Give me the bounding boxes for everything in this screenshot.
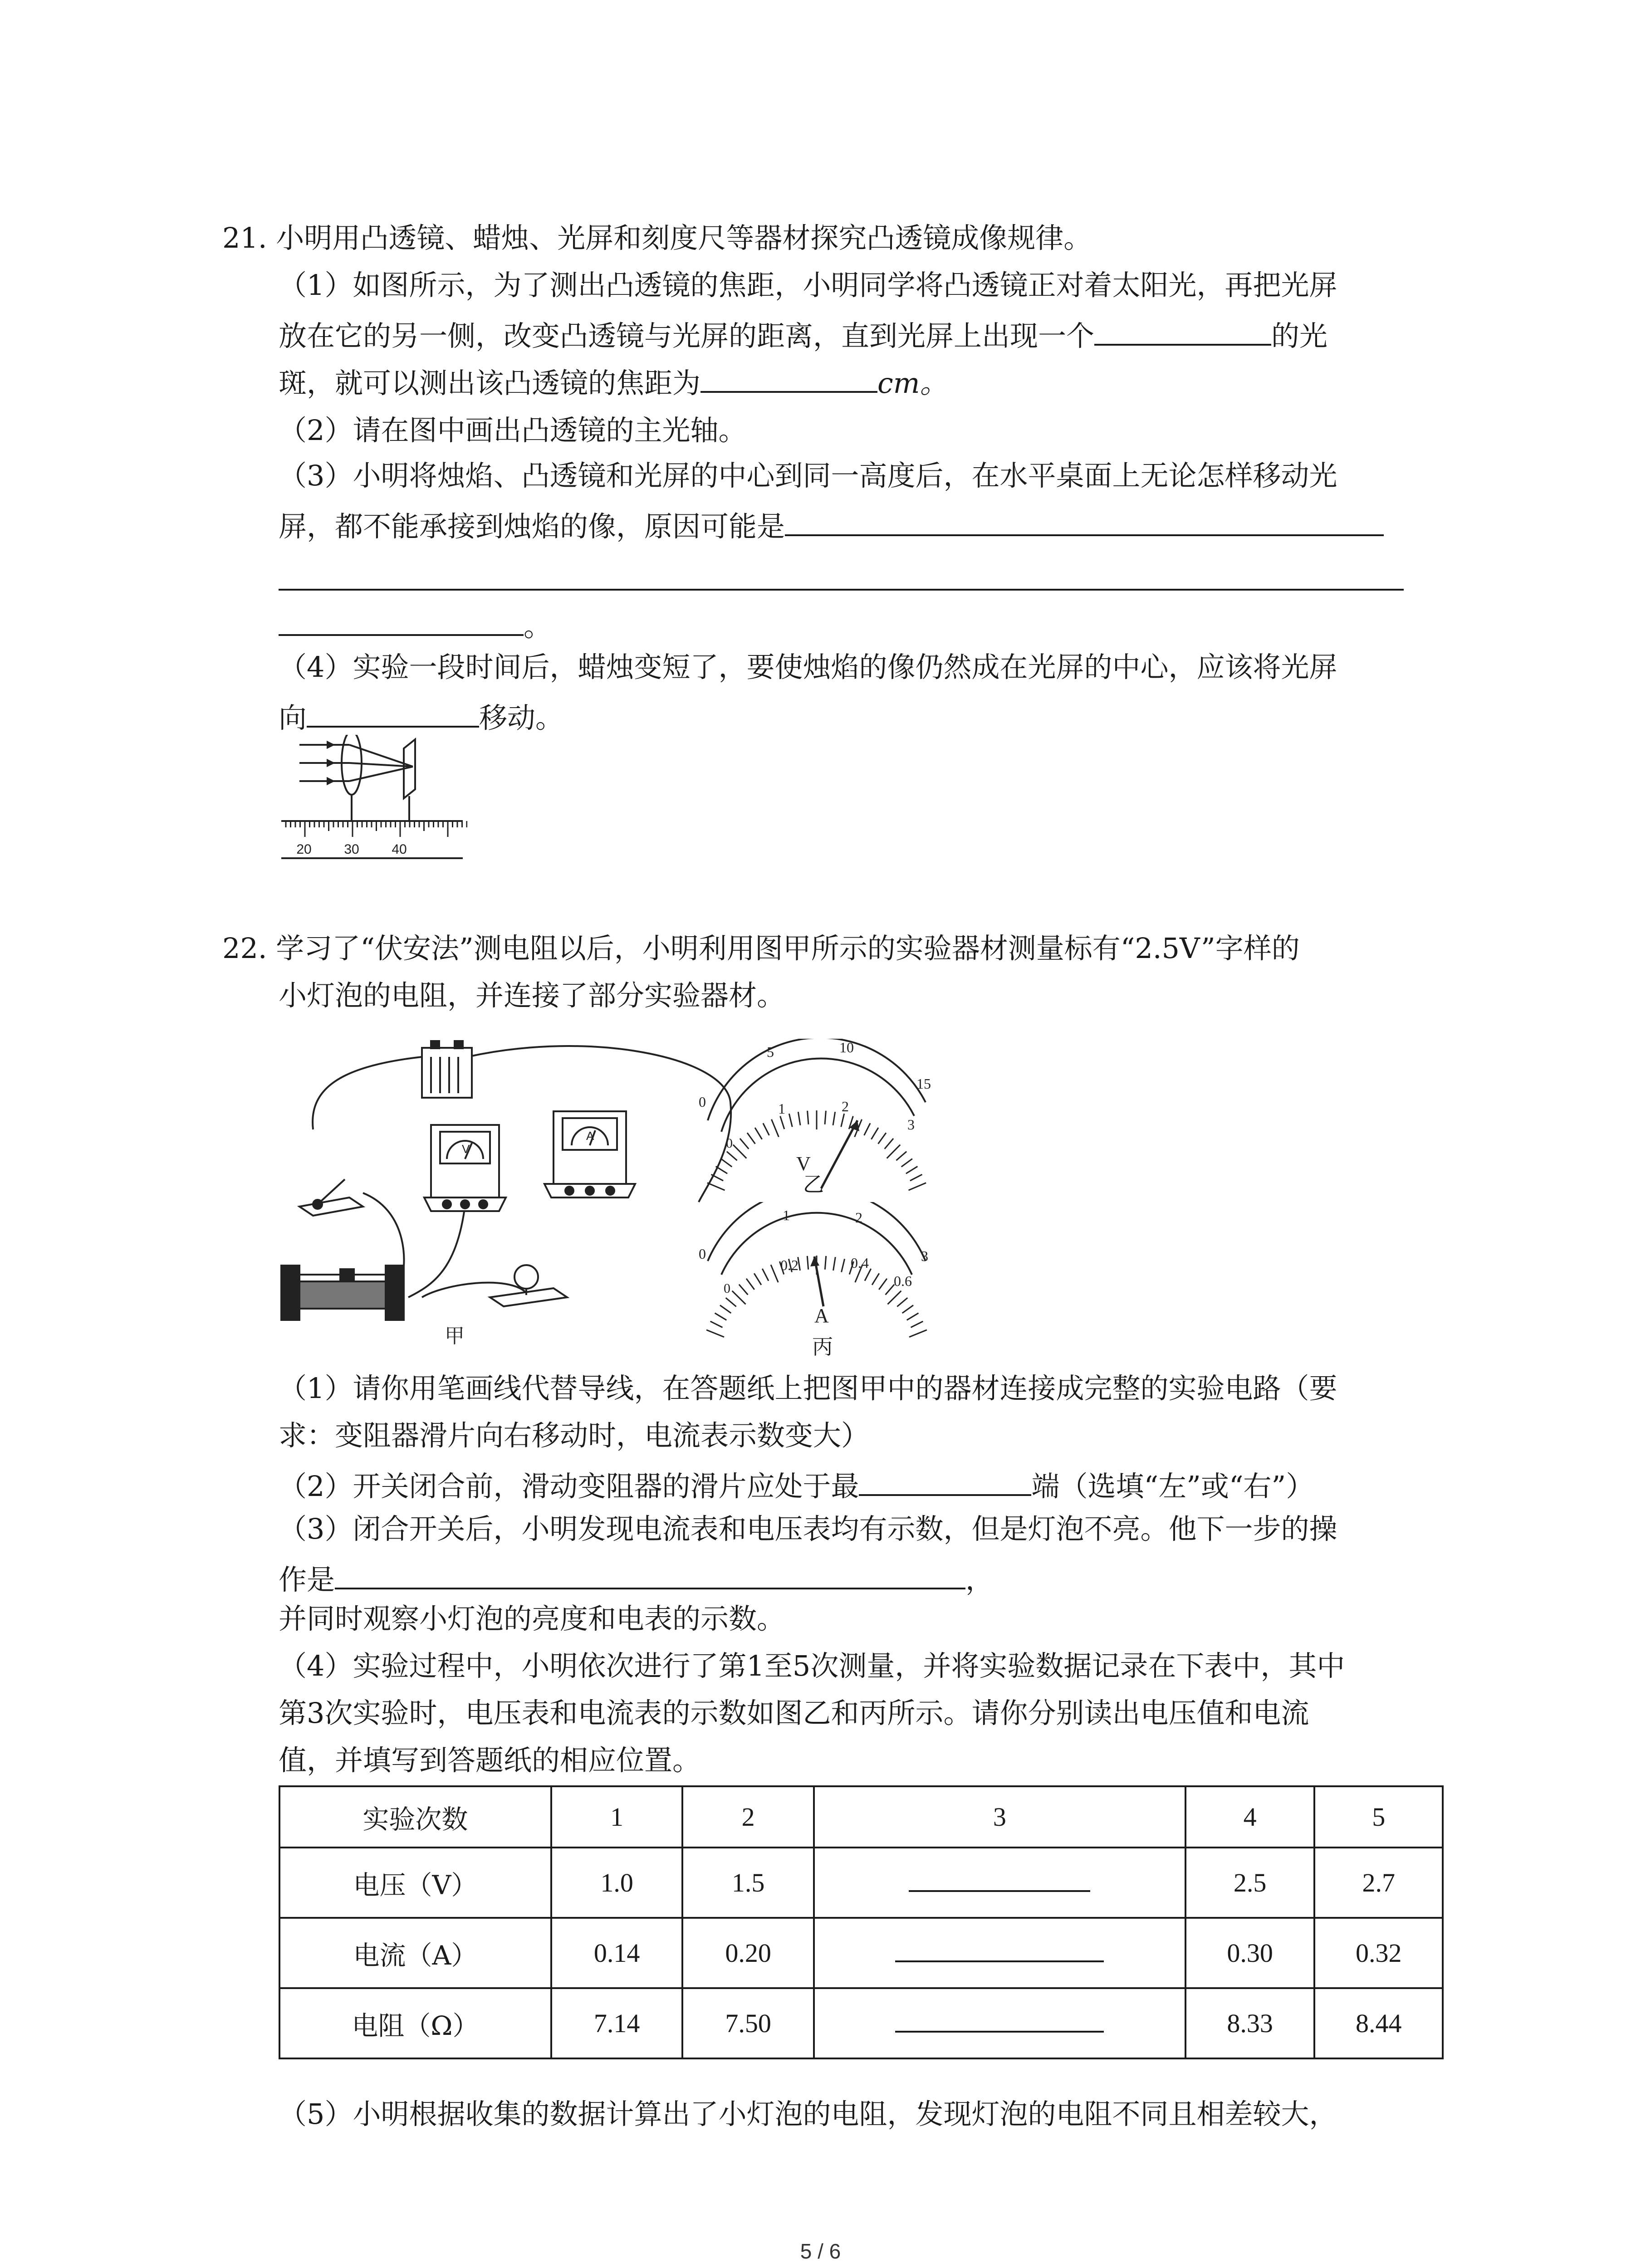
table-cell-label: 电流（A）	[279, 1918, 551, 1988]
q21-p1-line1: （1）如图所示，为了测出凸透镜的焦距，小明同学将凸透镜正对着太阳光，再把光屏	[279, 269, 1337, 302]
answer-blank[interactable]	[1094, 318, 1271, 346]
q21-p4-line2: 向 移动。	[279, 701, 564, 734]
a-outer-1: 1	[783, 1207, 790, 1223]
table-header-cell: 4	[1185, 1786, 1315, 1848]
table-cell: 2.5	[1185, 1848, 1315, 1918]
switch-icon	[299, 1179, 363, 1216]
q22-p1-line2: 求：变阻器滑片向右移动时，电流表示数变大）	[279, 1419, 870, 1452]
table-cell: 8.44	[1314, 1988, 1443, 2058]
a-inner-02: 0.2	[780, 1257, 798, 1273]
ammeter-symbol: A	[814, 1305, 829, 1327]
q22-stem-line1: 22. 学习了“伏安法”测电阻以后，小明利用图甲所示的实验器材测量标有“2.5V”字样的	[222, 932, 1300, 965]
q21-stem: 21. 小明用凸透镜、蜡烛、光屏和刻度尺等器材探究凸透镜成像规律。	[222, 221, 1092, 254]
figure-label-jia: 甲	[445, 1325, 465, 1347]
ammeter-dial	[690, 1202, 944, 1338]
table-header-row	[279, 1786, 1443, 1848]
battery-icon	[422, 1041, 472, 1098]
table-cell-blank[interactable]	[814, 1918, 1185, 1988]
answer-blank[interactable]	[335, 1562, 965, 1589]
q22-p3-line1: （3）闭合开关后，小明发现电流表和电压表均有示数，但是灯泡不亮。他下一步的操	[279, 1512, 1337, 1545]
page-number: 5 / 6	[800, 2239, 841, 2263]
ruler-label-30: 30	[344, 842, 359, 857]
figure-label-bing: 丙	[812, 1334, 833, 1359]
circuit-figure	[272, 1030, 762, 1347]
v-zero-inner: 0	[726, 1136, 733, 1151]
q22-p3-line2: 作是 ，	[279, 1563, 994, 1596]
ruler-label-40: 40	[392, 842, 407, 857]
q21-p2: （2）请在图中画出凸透镜的主光轴。	[279, 414, 747, 447]
a-outer-2: 2	[855, 1209, 862, 1226]
voltmeter-symbol: V	[796, 1153, 811, 1175]
a-outer-3: 3	[921, 1248, 928, 1264]
rheostat-icon	[281, 1266, 404, 1320]
figure-label-yi: 乙	[803, 1172, 824, 1197]
voltmeter-pointer	[821, 1120, 857, 1188]
voltmeter-device-icon	[424, 1125, 506, 1211]
q22-p4-line3: 值，并填写到答题纸的相应位置。	[279, 1744, 701, 1777]
table-cell-blank[interactable]	[814, 1988, 1185, 2058]
answer-blank[interactable]	[859, 1469, 1031, 1496]
table-row	[279, 1848, 1443, 1918]
ammeter-device-label: A	[586, 1129, 594, 1143]
v-outer-0: 0	[699, 1094, 706, 1110]
table-cell-label: 电阻（Ω）	[279, 1988, 551, 2058]
voltmeter-device-label: V	[462, 1142, 470, 1156]
v-inner-2: 2	[842, 1098, 849, 1114]
answer-blank[interactable]	[307, 700, 479, 728]
data-table	[279, 1785, 1444, 2059]
q22-p4-line1: （4）实验过程中，小明依次进行了第1至5次测量，并将实验数据记录在下表中，其中	[279, 1649, 1345, 1682]
table-cell-blank[interactable]	[814, 1848, 1185, 1918]
table-cell: 1.5	[682, 1848, 814, 1918]
table-cell: 0.30	[1185, 1918, 1315, 1988]
q22-p5: （5）小明根据收集的数据计算出了小灯泡的电阻，发现灯泡的电阻不同且相差较大，	[279, 2097, 1337, 2131]
a-outer-0: 0	[699, 1246, 706, 1262]
table-cell: 0.32	[1314, 1918, 1443, 1988]
table-cell: 7.50	[682, 1988, 814, 2058]
table-row	[279, 1988, 1443, 2058]
answer-blank[interactable]	[700, 366, 877, 393]
table-cell: 2.7	[1314, 1848, 1443, 1918]
table-header-cell: 3	[814, 1786, 1185, 1848]
v-inner-3: 3	[907, 1116, 915, 1133]
q21-p3-line4: 。	[279, 609, 552, 640]
q22-p3-line3: 并同时观察小灯泡的亮度和电表的示数。	[279, 1602, 785, 1635]
a-inner-04: 0.4	[851, 1255, 869, 1271]
v-outer-5: 5	[767, 1044, 774, 1060]
q22-stem-line2: 小灯泡的电阻，并连接了部分实验器材。	[279, 979, 785, 1012]
ruler-label-20: 20	[296, 842, 312, 857]
table-cell: 8.33	[1185, 1988, 1315, 2058]
answer-blank[interactable]	[785, 509, 1384, 536]
table-header-cell: 5	[1314, 1786, 1443, 1848]
table-header-cell: 实验次数	[279, 1786, 551, 1848]
v-outer-15: 15	[916, 1075, 931, 1092]
table-header-cell: 1	[551, 1786, 683, 1848]
q22-p1-line1: （1）请你用笔画线代替导线，在答题纸上把图甲中的器材连接成完整的实验电路（要	[279, 1372, 1337, 1405]
bulb-icon	[490, 1265, 567, 1306]
q21-p3-line1: （3）小明将烛焰、凸透镜和光屏的中心到同一高度后，在水平桌面上无论怎样移动光	[279, 459, 1337, 492]
table-cell: 1.0	[551, 1848, 683, 1918]
table-header-cell: 2	[682, 1786, 814, 1848]
table-row	[279, 1918, 1443, 1988]
table-cell: 7.14	[551, 1988, 683, 2058]
q21-p3-line2: 屏，都不能承接到烛焰的像，原因可能是	[279, 509, 1384, 541]
v-outer-10: 10	[839, 1039, 854, 1056]
table-cell-label: 电压（V）	[279, 1848, 551, 1918]
q22-p4-line2: 第3次实验时，电压表和电流表的示数如图乙和丙所示。请你分别读出电压值和电流	[279, 1696, 1309, 1730]
q22-p2: （2）开关闭合前，滑动变阻器的滑片应处于最 端（选填“左”或“右”）	[279, 1470, 1314, 1503]
ammeter-device-icon	[544, 1111, 635, 1198]
a-zero-inner: 0	[724, 1281, 730, 1296]
lens-figure	[277, 735, 467, 871]
v-inner-1: 1	[778, 1100, 785, 1117]
q21-p1-line2: 放在它的另一侧，改变凸透镜与光屏的距离，直到光屏上出现一个 的光	[279, 319, 1328, 352]
a-inner-06: 0.6	[894, 1273, 912, 1289]
answer-blank[interactable]	[279, 609, 524, 636]
answer-line[interactable]	[279, 589, 1404, 591]
table-cell: 0.20	[682, 1918, 814, 1988]
q21-p4-line1: （4）实验一段时间后，蜡烛变短了，要使烛焰的像仍然成在光屏的中心，应该将光屏	[279, 650, 1337, 684]
table-cell: 0.14	[551, 1918, 683, 1988]
q21-p1-line3: 斑，就可以测出该凸透镜的焦距为 cm。	[279, 367, 948, 400]
